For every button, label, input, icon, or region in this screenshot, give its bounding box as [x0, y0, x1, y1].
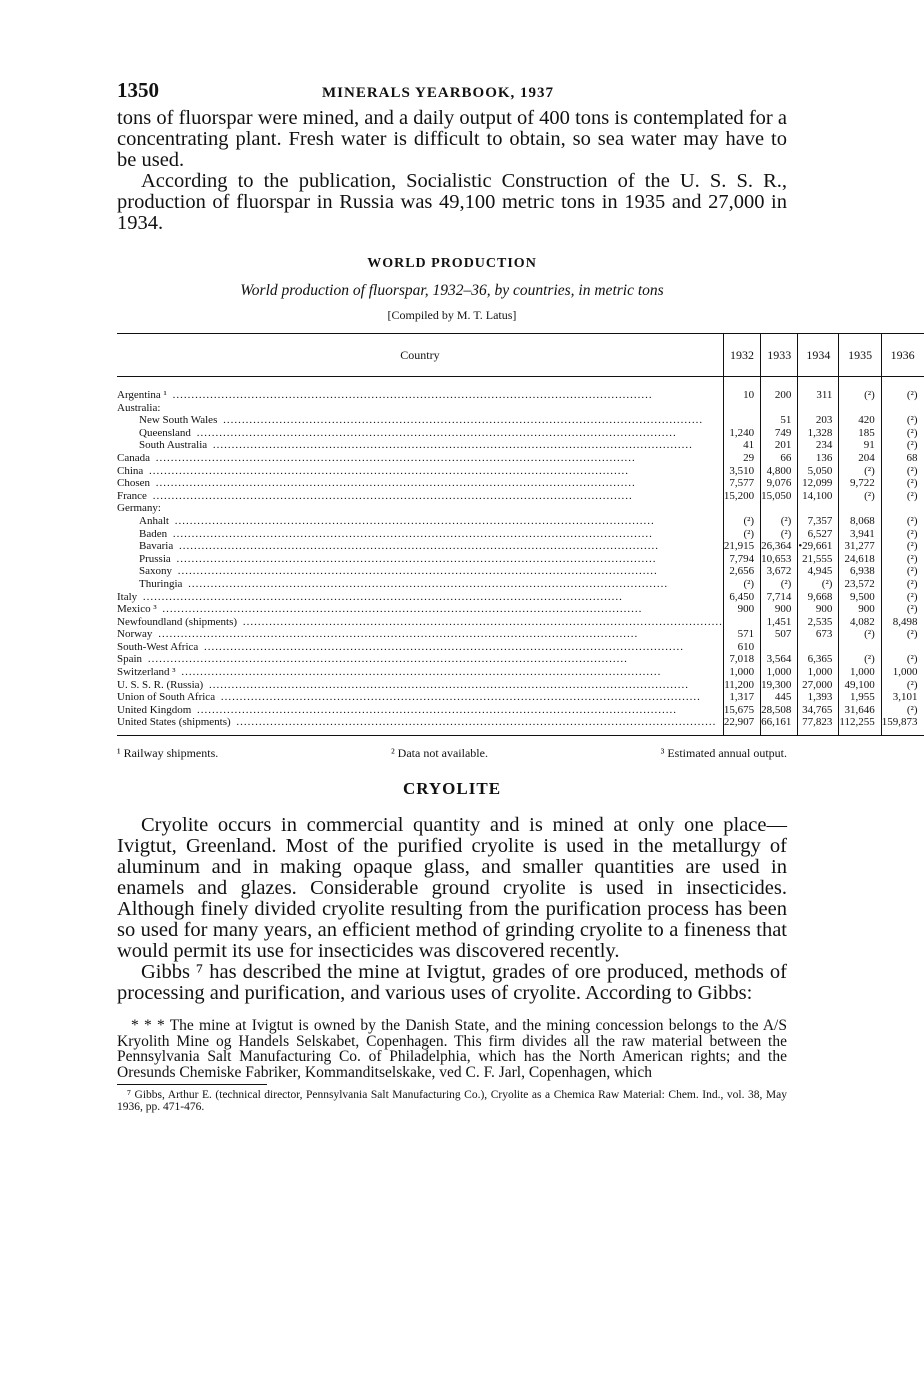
country-cell — [117, 666, 723, 679]
country-name: Baden — [139, 527, 168, 540]
table-row — [117, 540, 924, 553]
table-row — [117, 553, 924, 566]
value-cell: 3,941 — [839, 528, 881, 541]
table-row — [117, 591, 924, 604]
table-notes — [117, 746, 787, 761]
table-row — [117, 704, 924, 717]
value-cell: (²) — [881, 515, 923, 528]
country-cell — [117, 502, 723, 515]
value-cell: 2,535 — [798, 616, 839, 629]
value-cell — [761, 402, 798, 415]
table-header-row — [117, 334, 924, 377]
value-cell: 1,000 — [723, 666, 760, 679]
table-row — [117, 490, 924, 503]
country-name: Canada — [117, 451, 150, 464]
value-cell: 1,000 — [761, 666, 798, 679]
value-cell: 900 — [723, 603, 760, 616]
value-cell — [881, 402, 923, 415]
value-cell: 185 — [839, 427, 881, 440]
table-row — [117, 389, 924, 402]
cryolite-paragraph-1: Cryolite occurs in commercial quantity and is mined at only one place—Ivigtut, Greenland. Most of the purified cryolite is used in the metallurgy of aluminum and in making opaque glass, and smaller quantities are used in enamels and glazes. Considerable ground cryolite is used in insecticides. Although finely divided cryolite resulting from the purification process has been so used for many years, an efficient method of grinding cryolite to a fineness that would permit its use for insecticides was discovered recently. — [117, 814, 787, 963]
value-cell: (²) — [839, 490, 881, 503]
value-cell — [723, 502, 760, 515]
value-cell: 31,277 — [839, 540, 881, 553]
value-cell: 9,722 — [839, 477, 881, 490]
section-heading-cryolite: CRYOLITE — [402, 779, 502, 799]
value-cell: 445 — [761, 691, 798, 704]
value-cell: 29 — [723, 452, 760, 465]
value-cell: (²) — [761, 515, 798, 528]
value-cell: 68 — [881, 452, 923, 465]
table-note-1: ¹ Railway shipments. — [117, 746, 219, 761]
value-cell: 1,000 — [839, 666, 881, 679]
table-row — [117, 691, 924, 704]
value-cell: (²) — [881, 653, 923, 666]
value-cell: 34,765 — [798, 704, 839, 717]
table-row — [117, 716, 924, 735]
value-cell: 66 — [761, 452, 798, 465]
country-name: United States (shipments) — [117, 716, 231, 729]
value-cell: 507 — [761, 628, 798, 641]
value-cell: (²) — [723, 515, 760, 528]
value-cell: 1,000 — [798, 666, 839, 679]
value-cell: (²) — [839, 653, 881, 666]
intro-paragraph-1: tons of fluorspar were mined, and a daily output of 400 tons is contemplated for a concentrating plant. Fresh water is difficult to obtain, so sea water may have to be used. — [117, 107, 787, 171]
document-page — [117, 78, 918, 1114]
table-row — [117, 578, 924, 591]
country-cell — [117, 565, 723, 578]
value-cell: 1,393 — [798, 691, 839, 704]
table-row — [117, 603, 924, 616]
value-cell: 203 — [798, 414, 839, 427]
value-cell: (²) — [881, 439, 923, 452]
value-cell: 3,672 — [761, 565, 798, 578]
country-name: Australia: — [117, 401, 161, 414]
value-cell: 21,555 — [798, 553, 839, 566]
value-cell: 27,000 — [798, 679, 839, 692]
value-cell: 3,510 — [723, 465, 760, 478]
value-cell: 311 — [798, 389, 839, 402]
value-cell: (²) — [881, 427, 923, 440]
value-cell: 200 — [761, 389, 798, 402]
country-name: China — [117, 464, 144, 477]
country-name: South-West Africa — [117, 640, 199, 653]
country-cell — [117, 616, 723, 629]
value-cell: 21,915 — [723, 540, 760, 553]
value-cell: 10 — [723, 389, 760, 402]
value-cell: 1,000 — [881, 666, 923, 679]
value-cell: 28,508 — [761, 704, 798, 717]
value-cell: 10,653 — [761, 553, 798, 566]
value-cell: 3,101 — [881, 691, 923, 704]
running-title: MINERALS YEARBOOK, 1937 — [322, 85, 555, 101]
value-cell: 24,618 — [839, 553, 881, 566]
country-cell — [117, 679, 723, 692]
value-cell: 112,255 — [839, 716, 881, 735]
value-cell: (²) — [881, 414, 923, 427]
value-cell: 420 — [839, 414, 881, 427]
country-name: France — [117, 489, 147, 502]
table-row — [117, 653, 924, 666]
value-cell: 610 — [723, 641, 760, 654]
value-cell: 22,907 — [723, 716, 760, 735]
value-cell: 900 — [798, 603, 839, 616]
table-row — [117, 628, 924, 641]
value-cell: 5,050 — [798, 465, 839, 478]
value-cell: 9,500 — [839, 591, 881, 604]
country-cell — [117, 402, 723, 415]
value-cell: (²) — [881, 679, 923, 692]
country-name: Anhalt — [139, 514, 169, 527]
col-header-1934: 1934 — [798, 334, 839, 377]
value-cell: 8,498 — [881, 616, 923, 629]
footnote-rule — [117, 1084, 267, 1085]
value-cell: 4,800 — [761, 465, 798, 478]
country-cell — [117, 691, 723, 704]
table-row — [117, 666, 924, 679]
value-cell: 91 — [839, 439, 881, 452]
table-row — [117, 502, 924, 515]
table-row — [117, 515, 924, 528]
value-cell: (²) — [881, 565, 923, 578]
country-cell — [117, 414, 723, 427]
table-caption: World production of fluorspar, 1932–36, by countries, in metric tons — [240, 282, 664, 299]
value-cell: (²) — [881, 578, 923, 591]
value-cell: 6,365 — [798, 653, 839, 666]
country-name: South Australia — [139, 439, 208, 452]
page-header — [117, 78, 787, 108]
value-cell: 31,646 — [839, 704, 881, 717]
value-cell: (²) — [881, 477, 923, 490]
value-cell: 9,076 — [761, 477, 798, 490]
country-cell — [117, 653, 723, 666]
value-cell — [798, 502, 839, 515]
country-name: Argentina ¹ — [117, 389, 167, 401]
intro-paragraph-2: According to the publication, Socialistic Construction of the U. S. S. R., production of fluorspar in Russia was 49,100 metric tons in 1935 and 27,000 in 1934. — [117, 170, 787, 234]
value-cell: (²) — [881, 553, 923, 566]
value-cell: 1,451 — [761, 616, 798, 629]
table-compiled-note: [Compiled by M. T. Latus] — [387, 308, 517, 322]
value-cell: (²) — [761, 578, 798, 591]
country-name: Germany: — [117, 502, 161, 515]
value-cell: (²) — [881, 490, 923, 503]
value-cell: (²) — [839, 465, 881, 478]
value-cell: (²) — [881, 528, 923, 541]
page-number: 1350 — [117, 78, 159, 102]
value-cell: 66,161 — [761, 716, 798, 735]
value-cell — [761, 641, 798, 654]
value-cell: 234 — [798, 439, 839, 452]
table-row — [117, 528, 924, 541]
value-cell — [723, 616, 760, 629]
value-cell: (²) — [881, 389, 923, 402]
value-cell: 7,714 — [761, 591, 798, 604]
country-cell — [117, 578, 723, 591]
value-cell: 749 — [761, 427, 798, 440]
value-cell — [798, 402, 839, 415]
country-cell — [117, 553, 723, 566]
country-cell — [117, 389, 723, 402]
value-cell: 19,300 — [761, 679, 798, 692]
value-cell: 23,572 — [839, 578, 881, 591]
table-row — [117, 565, 924, 578]
country-name: Saxony — [139, 565, 172, 578]
footnote-7: ⁷ Gibbs, Arthur E. (technical director, Pennsylvania Salt Manufacturing Co.), Cryolite as a Chemica Raw Material: Chem. Ind., vol. 38, May 1936, pp. 471-476. — [117, 1089, 787, 1114]
value-cell — [723, 414, 760, 427]
value-cell: 4,945 — [798, 565, 839, 578]
value-cell: 12,099 — [798, 477, 839, 490]
country-cell — [117, 477, 723, 490]
value-cell: 6,450 — [723, 591, 760, 604]
value-cell: 8,068 — [839, 515, 881, 528]
value-cell: 900 — [761, 603, 798, 616]
value-cell: (²) — [798, 578, 839, 591]
country-cell — [117, 452, 723, 465]
table-row — [117, 414, 924, 427]
value-cell: (²) — [723, 528, 760, 541]
country-name: Italy — [117, 590, 138, 603]
value-cell: 49,100 — [839, 679, 881, 692]
country-cell — [117, 490, 723, 503]
value-cell: 673 — [798, 628, 839, 641]
table-row — [117, 616, 924, 629]
value-cell: 77,823 — [798, 716, 839, 735]
col-header-1933: 1933 — [761, 334, 798, 377]
value-cell: 15,050 — [761, 490, 798, 503]
country-cell — [117, 528, 723, 541]
value-cell: 571 — [723, 628, 760, 641]
col-header-1935: 1935 — [839, 334, 881, 377]
value-cell: 2,656 — [723, 565, 760, 578]
value-cell: 201 — [761, 439, 798, 452]
value-cell: 900 — [839, 603, 881, 616]
value-cell: 7,577 — [723, 477, 760, 490]
value-cell — [761, 502, 798, 515]
col-header-1936: 1936 — [881, 334, 923, 377]
country-name: Mexico ³ — [117, 603, 157, 616]
table-row — [117, 679, 924, 692]
value-cell: 14,100 — [798, 490, 839, 503]
country-name: U. S. S. R. (Russia) — [117, 678, 204, 691]
value-cell: 26,364 — [761, 540, 798, 553]
production-table — [117, 333, 924, 736]
country-name: New South Wales — [139, 414, 218, 427]
value-cell: (²) — [839, 628, 881, 641]
value-cell: 15,200 — [723, 490, 760, 503]
country-name: Newfoundland (shipments) — [117, 615, 238, 628]
col-header-1932: 1932 — [723, 334, 760, 377]
table-row — [117, 427, 924, 440]
value-cell: 159,873 — [881, 716, 923, 735]
country-name: Prussia — [139, 552, 171, 565]
country-name: Thuringia — [139, 577, 183, 590]
country-cell — [117, 628, 723, 641]
country-name: Switzerland ³ — [117, 666, 176, 679]
country-name: United Kingdom — [117, 703, 192, 716]
value-cell: (²) — [723, 578, 760, 591]
value-cell: (²) — [881, 540, 923, 553]
value-cell: (²) — [881, 591, 923, 604]
value-cell: 7,794 — [723, 553, 760, 566]
table-row — [117, 465, 924, 478]
value-cell: 3,564 — [761, 653, 798, 666]
value-cell: 4,082 — [839, 616, 881, 629]
country-cell — [117, 427, 723, 440]
country-cell — [117, 591, 723, 604]
table-row — [117, 439, 924, 452]
value-cell — [723, 402, 760, 415]
value-cell: 11,200 — [723, 679, 760, 692]
value-cell: (²) — [881, 465, 923, 478]
table-note-3: ³ Estimated annual output. — [660, 746, 787, 761]
value-cell: 136 — [798, 452, 839, 465]
country-cell — [117, 716, 723, 735]
section-heading-world-production: WORLD PRODUCTION — [367, 256, 537, 271]
country-name: Spain — [117, 653, 143, 666]
country-name: Union of South Africa — [117, 691, 216, 704]
value-cell: 6,527 — [798, 528, 839, 541]
country-name: Bavaria — [139, 540, 174, 553]
value-cell: 6,938 — [839, 565, 881, 578]
table-body — [117, 377, 924, 736]
value-cell: (²) — [881, 628, 923, 641]
value-cell — [881, 641, 923, 654]
country-cell — [117, 540, 723, 553]
value-cell: (²) — [881, 603, 923, 616]
value-cell — [839, 641, 881, 654]
table-row — [117, 641, 924, 654]
value-cell: 15,675 — [723, 704, 760, 717]
table-note-2: ² Data not available. — [391, 746, 488, 761]
value-cell: 1,955 — [839, 691, 881, 704]
value-cell: 1,328 — [798, 427, 839, 440]
country-cell — [117, 704, 723, 717]
value-cell — [798, 641, 839, 654]
value-cell — [839, 502, 881, 515]
country-cell — [117, 603, 723, 616]
value-cell: (²) — [839, 389, 881, 402]
block-quote: * * * The mine at Ivigtut is owned by the Danish State, and the mining concession belongs to the A/S Kryolith Mine og Handels Selskabet, Copenhagen. This firm divides all the raw material between the Pennsylvania Salt Manufacturing Co. of Philadelphia, which has the North American rights; and the Oresunds Chemiske Fabriker, Kommanditselskake, ved C. F. Jarl, Copenhagen, which — [117, 1017, 787, 1081]
value-cell: 51 — [761, 414, 798, 427]
country-cell — [117, 439, 723, 452]
value-cell — [881, 502, 923, 515]
value-cell: •29,661 — [798, 540, 839, 553]
value-cell: (²) — [761, 528, 798, 541]
country-name: Norway — [117, 628, 153, 641]
country-name: Queensland — [139, 426, 191, 439]
value-cell: 41 — [723, 439, 760, 452]
country-cell — [117, 641, 723, 654]
country-cell — [117, 515, 723, 528]
value-cell: 204 — [839, 452, 881, 465]
cryolite-paragraph-2: Gibbs ⁷ has described the mine at Ivigtut, grades of ore produced, methods of processing and purification, and various uses of cryolite. According to Gibbs: — [117, 961, 787, 1005]
value-cell: 7,018 — [723, 653, 760, 666]
value-cell: 1,317 — [723, 691, 760, 704]
table-row — [117, 477, 924, 490]
table-row — [117, 452, 924, 465]
country-cell — [117, 465, 723, 478]
col-header-country: Country — [117, 334, 723, 377]
country-name: Chosen — [117, 477, 150, 490]
table-row — [117, 402, 924, 415]
value-cell: 7,357 — [798, 515, 839, 528]
value-cell: 1,240 — [723, 427, 760, 440]
value-cell: (²) — [881, 704, 923, 717]
table-spacer — [117, 377, 924, 390]
value-cell: 9,668 — [798, 591, 839, 604]
value-cell — [839, 402, 881, 415]
